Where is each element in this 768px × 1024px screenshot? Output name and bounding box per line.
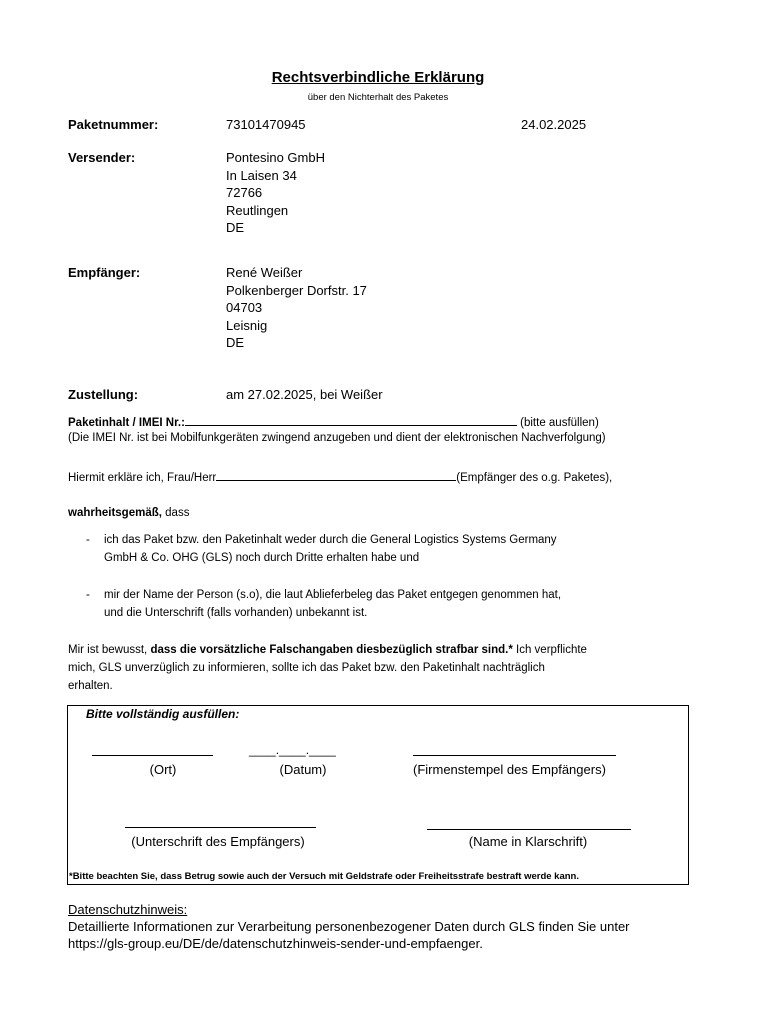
contents-row [68,414,599,429]
package-number-value: 73101470945 [226,117,306,132]
name-clear-input-line[interactable] [427,829,631,830]
bullet-dash: - [86,534,90,546]
recipient-line: DE [226,335,245,350]
document-title: Rechtsverbindliche Erklärung [271,69,485,86]
name-caption: (Name in Klarschrift) [468,834,588,849]
signature-form-box [67,705,689,885]
truthful-row [68,507,189,519]
privacy-heading: Datenschutzhinweis: [68,902,188,917]
truthful-suffix: dass [161,507,190,519]
bullet-dash: - [86,589,90,601]
recipient-line: Leisnig [226,317,268,333]
delivery-value: am 27.02.2025, bei Weißer [226,387,383,402]
sender-address [226,149,325,237]
awareness-line-1 [68,644,587,656]
ort-input-line[interactable] [92,755,213,756]
sender-line: Reutlingen [226,202,289,218]
privacy-line-1: Detaillierte Informationen zur Verarbeitung personenbezogener Daten durch GLS finden Sie unter [68,919,630,934]
delivery-label: Zustellung: [68,387,139,402]
name-input-line[interactable] [216,469,456,481]
recipient-line: Polkenberger Dorfstr. 17 [226,282,367,298]
sender-line: 72766 [226,185,263,200]
awareness-line-3: erhalten. [68,680,113,692]
bullet-2-line-2: und die Unterschrift (falls vorhanden) unbekannt ist. [104,607,368,619]
date-input-line[interactable]: ____.____.____ [249,743,336,757]
sender-label: Versender: [68,150,136,165]
package-number-label: Paketnummer: [68,117,159,132]
contents-label: Paketinhalt / IMEI Nr.: [68,417,185,429]
date-caption: (Datum) [279,762,327,777]
sender-line: Pontesino GmbH [226,150,325,165]
ort-caption: (Ort) [149,762,177,777]
stamp-input-line[interactable] [413,755,616,756]
awareness-post: Ich verpflichte [512,644,587,656]
stamp-caption: (Firmenstempel des Empfängers) [413,762,606,777]
bullet-1-line-1: ich das Paket bzw. den Paketinhalt weder durch die General Logistics Systems Germany [104,534,557,546]
form-heading: Bitte vollständig ausfüllen: [86,707,240,721]
recipient-address [226,264,367,352]
bullet-2-line-1: mir der Name der Person (s.o), die laut Ablieferbeleg das Paket entgegen genommen hat, [104,589,562,601]
truthful-label: wahrheitsgemäß, [68,507,162,519]
package-date: 24.02.2025 [521,117,587,132]
imei-note: (Die IMEI Nr. ist bei Mobilfunkgeräten zwingend anzugeben und dient der elektronischen Nachverfolgung) [68,432,606,444]
awareness-bold: dass die vorsätzliche Falschangaben diesbezüglich strafbar sind.* [150,644,513,656]
declaration-intro-suffix: (Empfänger des o.g. Paketes), [456,472,613,484]
recipient-label: Empfänger: [68,265,141,280]
declaration-intro-row [68,469,612,484]
awareness-pre: Mir ist bewusst, [68,644,151,656]
recipient-line: René Weißer [226,265,303,280]
declaration-intro: Hiermit erkläre ich, Frau/Herr [68,472,217,484]
bullet-1-line-2: GmbH & Co. OHG (GLS) noch durch Dritte erhalten habe und [104,552,420,564]
imei-input-line[interactable] [185,414,517,426]
privacy-link[interactable]: https://gls-group.eu/DE/de/datenschutzhinweis-sender-und-empfaenger. [68,936,483,951]
signature-input-line[interactable] [125,827,316,828]
awareness-line-2: mich, GLS unverzüglich zu informieren, sollte ich das Paket bzw. den Paketinhalt nachträglich [68,662,545,674]
recipient-line: 04703 [226,300,263,315]
document-subtitle: über den Nichterhalt des Paketes [307,92,449,103]
sender-line: In Laisen 34 [226,167,297,183]
form-footnote: *Bitte beachten Sie, dass Betrug sowie auch der Versuch mit Geldstrafe oder Freiheitsstrafe bestraft werde kann. [69,871,579,882]
sender-line: DE [226,220,245,235]
signature-caption: (Unterschrift des Empfängers) [131,834,305,849]
contents-hint: (bitte ausfüllen) [516,417,599,429]
